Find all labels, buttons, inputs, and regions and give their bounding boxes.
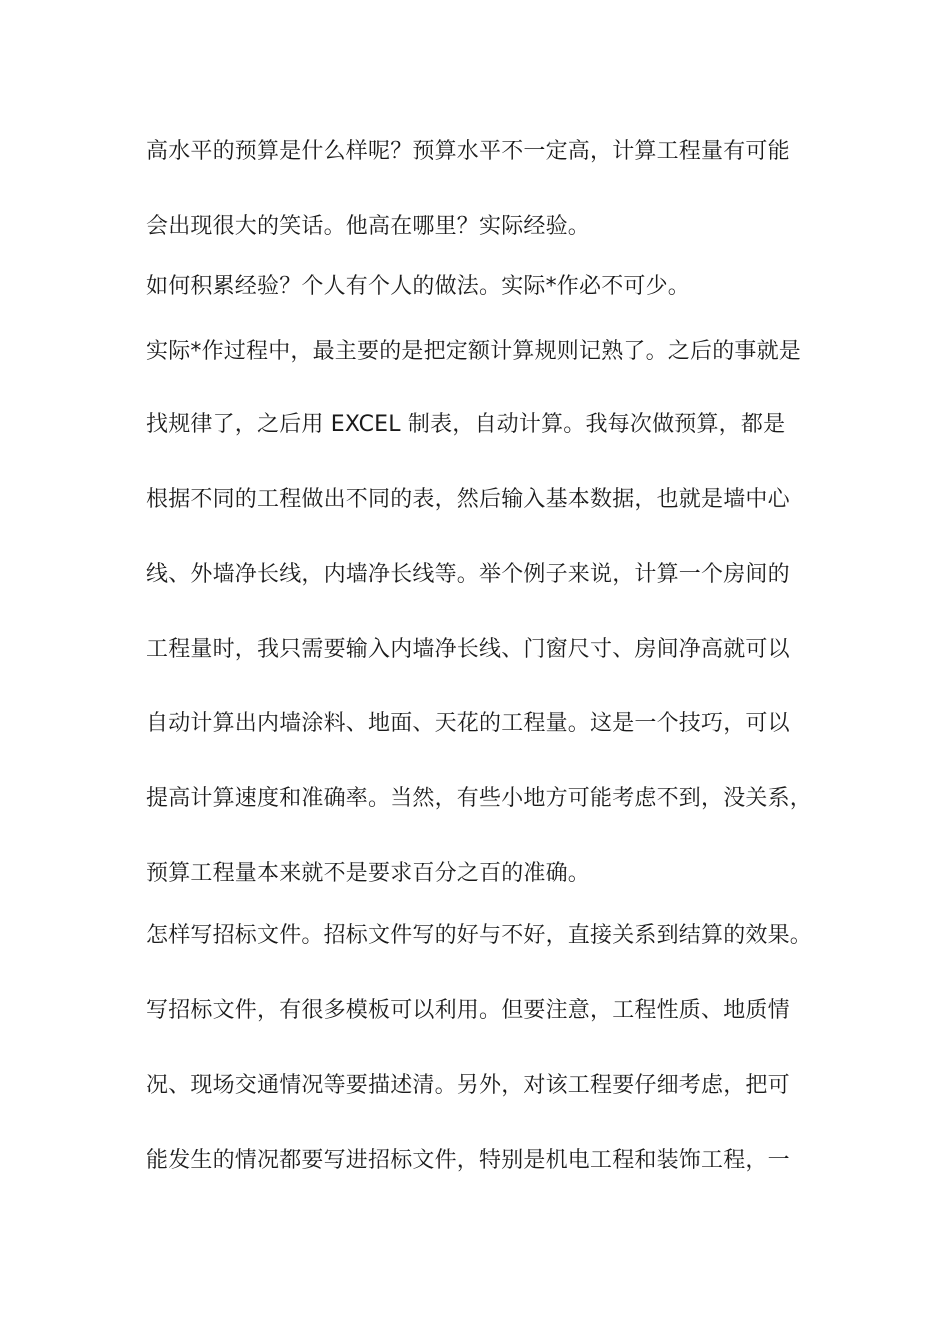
text-line: 线、外墙净长线，内墙净长线等。举个例子来说，计算一个房间的 — [146, 562, 790, 587]
text-line: 找规律了，之后用 EXCEL 制表，自动计算。我每次做预算，都是 — [146, 412, 786, 437]
text-line: 自动计算出内墙涂料、地面、天花的工程量。这是一个技巧，可以 — [146, 711, 790, 736]
text-line: 预算工程量本来就不是要求百分之百的准确。 — [146, 861, 591, 886]
text-line: 会出现很大的笑话。他高在哪里？实际经验。 — [146, 214, 591, 239]
text-line: 提高计算速度和准确率。当然，有些小地方可能考虑不到，没关系， — [146, 786, 813, 811]
text-line: 况、现场交通情况等要描述清。另外，对该工程要仔细考虑，把可 — [146, 1073, 790, 1098]
text-line: 工程量时，我只需要输入内墙净长线、门窗尺寸、房间净高就可以 — [146, 637, 790, 662]
text-line: 实际*作过程中，最主要的是把定额计算规则记熟了。之后的事就是 — [146, 339, 802, 364]
text-line: 根据不同的工程做出不同的表，然后输入基本数据，也就是墙中心 — [146, 487, 790, 512]
text-line: 写招标文件，有很多模板可以利用。但要注意，工程性质、地质情 — [146, 998, 790, 1023]
text-line: 高水平的预算是什么样呢？预算水平不一定高，计算工程量有可能 — [146, 139, 790, 164]
text-line: 能发生的情况都要写进招标文件，特别是机电工程和装饰工程，一 — [146, 1148, 790, 1173]
text-line: 怎样写招标文件。招标文件写的好与不好，直接关系到结算的效果。 — [146, 923, 813, 948]
text-line: 如何积累经验？个人有个人的做法。实际*作必不可少。 — [146, 274, 691, 299]
